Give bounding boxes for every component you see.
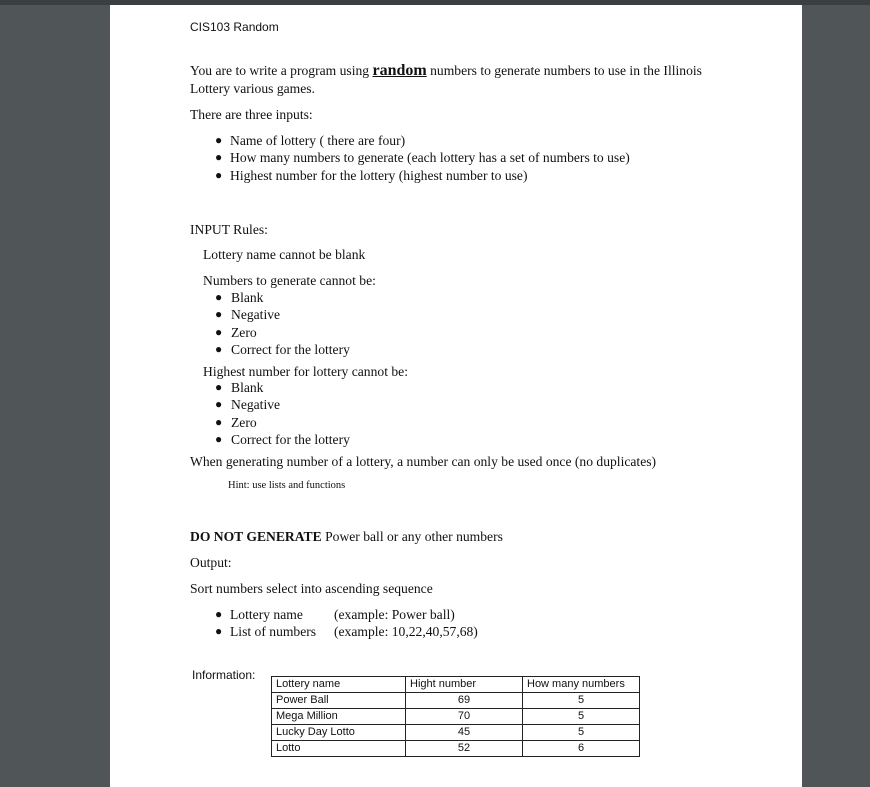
column-header: Lottery name: [272, 677, 406, 693]
list-item: ● Correct for the lottery: [215, 432, 350, 448]
table-cell: Power Ball: [272, 693, 406, 709]
list-item: ● Name of lottery ( there are four): [215, 133, 406, 148]
table-cell: 5: [523, 725, 640, 741]
numbers-rules-list: [203, 289, 350, 359]
intro-paragraph: [190, 62, 702, 79]
list-item: ● How many numbers to generate (each lottery has a set of numbers to use): [215, 150, 630, 166]
do-not-generate-rest: Power ball or any other numbers: [321, 529, 503, 544]
page-header: CIS103 Random: [190, 20, 279, 34]
rule-lottery-name: Lottery name cannot be blank: [203, 247, 366, 262]
table-cell: 70: [406, 709, 523, 725]
inputs-heading: There are three inputs:: [190, 107, 313, 122]
information-label: Information:: [192, 668, 256, 682]
table-cell: Mega Million: [272, 709, 406, 725]
lottery-info-table: [271, 676, 640, 757]
sort-note: Sort numbers select into ascending sequence: [190, 581, 433, 596]
inputs-list: [190, 132, 630, 184]
table-cell: Lotto: [272, 741, 406, 757]
intro-line-2: Lottery various games.: [190, 81, 315, 96]
table-cell: 5: [523, 709, 640, 725]
document-page: [110, 5, 802, 787]
table-cell: 5: [523, 693, 640, 709]
list-item: ● Highest number for the lottery (highest number to use): [215, 167, 528, 183]
do-not-generate-bold: DO NOT GENERATE: [190, 529, 322, 544]
list-item: ● Blank: [215, 290, 264, 305]
list-item: ● Zero: [215, 324, 257, 340]
numbers-rules-heading: Numbers to generate cannot be:: [203, 273, 376, 288]
outputs-list: [190, 606, 478, 641]
column-header: How many numbers: [523, 677, 640, 693]
intro-text-before: You are to write a program using: [190, 63, 373, 78]
highest-rules-heading: Highest number for lottery cannot be:: [203, 364, 408, 379]
table-cell: 45: [406, 725, 523, 741]
duplicates-note: When generating number of a lottery, a number can only be used once (no duplicates): [190, 454, 657, 469]
list-item: ● Zero: [215, 414, 257, 430]
rules-heading: INPUT Rules:: [190, 222, 268, 237]
output-heading: Output:: [190, 555, 232, 570]
table-cell: 52: [406, 741, 523, 757]
table-row: [272, 741, 640, 757]
list-item: ● Negative: [215, 397, 281, 413]
intro-keyword: random: [372, 62, 427, 79]
table-cell: 6: [523, 741, 640, 757]
table-cell: 69: [406, 693, 523, 709]
column-header: Hight number: [406, 677, 523, 693]
list-item: ● Blank: [215, 380, 264, 395]
highest-rules-list: [203, 379, 350, 449]
table-cell: Lucky Day Lotto: [272, 725, 406, 741]
do-not-generate-line: [190, 528, 503, 545]
table-row: [272, 709, 640, 725]
table-row: [272, 693, 640, 709]
list-item: ● Lottery name (example: Power ball): [215, 607, 455, 622]
intro-text-after: numbers to generate numbers to use in the Illinois: [426, 63, 702, 78]
table-header-row: [272, 677, 640, 693]
list-item: ● Correct for the lottery: [215, 342, 350, 358]
table-row: [272, 725, 640, 741]
list-item: ● Negative: [215, 307, 281, 323]
list-item: ● List of numbers (example: 10,22,40,57,68): [215, 624, 478, 640]
hint-text: Hint: use lists and functions: [228, 480, 346, 491]
